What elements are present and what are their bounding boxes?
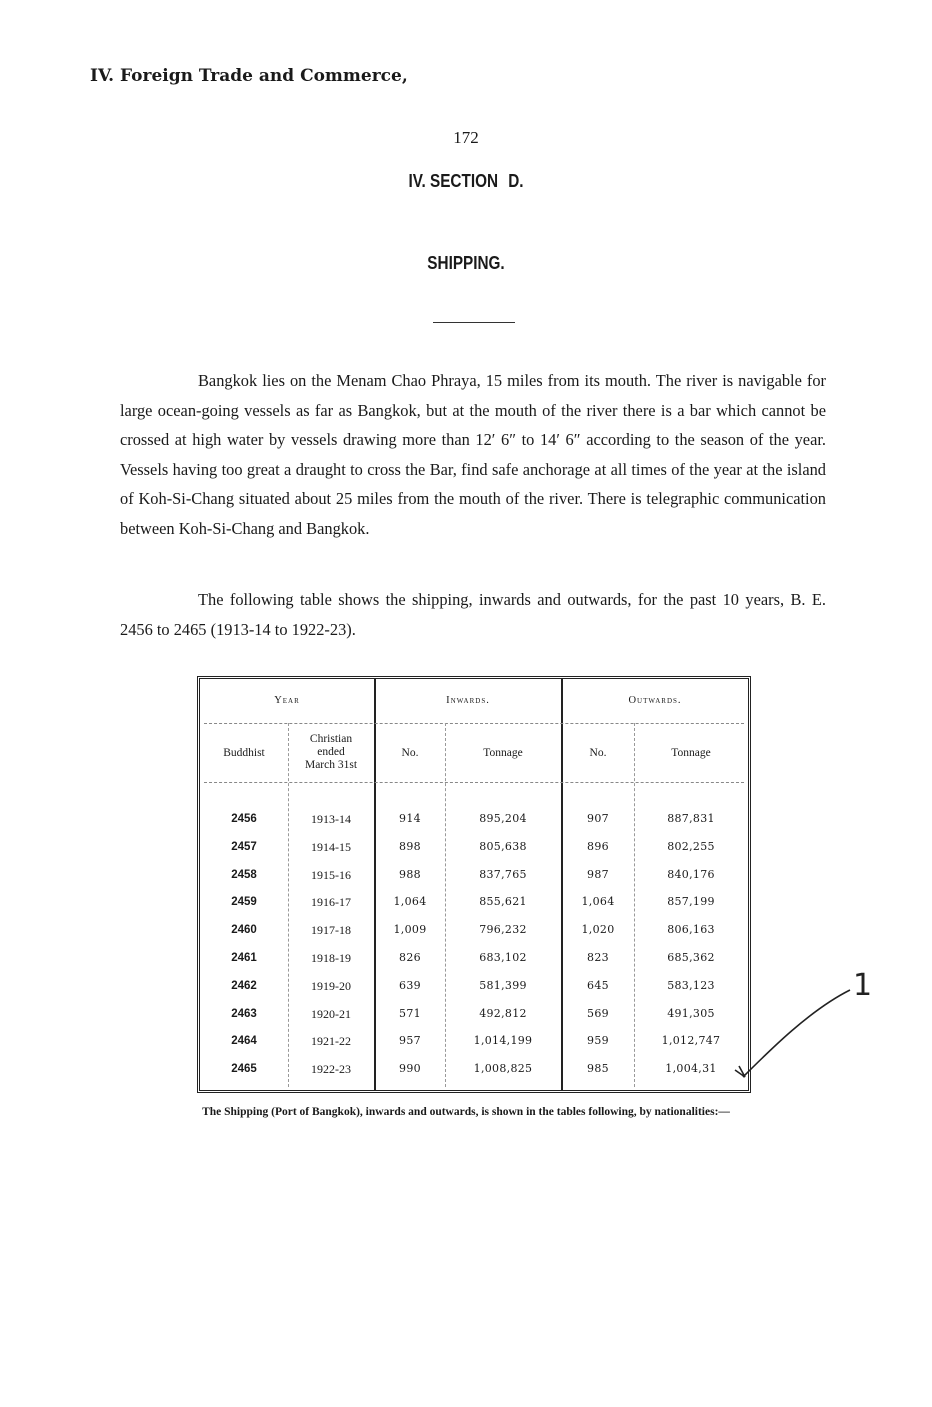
table-divider-inwards-outwards	[561, 679, 563, 1090]
cell-christian: 1913-14	[311, 812, 351, 826]
cell-in-no: 1,009	[393, 923, 427, 937]
cell-christian: 1914-15	[311, 839, 351, 854]
cell-in-tonnage: 492,812	[479, 1006, 527, 1020]
cell-in-no: 914	[399, 812, 421, 825]
annotation-mark: 1	[853, 968, 873, 1003]
cell-buddhist: 2458	[231, 868, 257, 881]
cell-out-no: 1,064	[581, 895, 615, 909]
cell-in-no: 826	[399, 951, 421, 964]
cell-out-tonnage: 802,255	[667, 839, 715, 853]
cell-out-tonnage: 1,004,31	[665, 1062, 717, 1076]
cell-christian: 1922-23	[311, 1062, 351, 1077]
cell-out-tonnage: 840,176	[667, 867, 715, 881]
running-head: IV. Foreign Trade and Commerce,	[90, 66, 408, 86]
cell-in-tonnage: 805,638	[479, 839, 527, 853]
footnote: The Shipping (Port of Bangkok), inwards and outwards, is shown in the tables following, by nationalities:—	[202, 1106, 730, 1118]
shipping-table	[197, 676, 751, 1093]
cell-in-no: 898	[399, 839, 421, 853]
header-christian-line3: March 31st	[304, 759, 358, 771]
cell-buddhist: 2463	[231, 1007, 257, 1020]
cell-out-no: 823	[587, 951, 609, 964]
header-buddhist: Buddhist	[223, 747, 265, 759]
cell-christian: 1921-22	[311, 1034, 351, 1049]
cell-buddhist: 2461	[231, 952, 257, 964]
header-outwards-no: No.	[589, 747, 607, 759]
cell-out-tonnage: 1,012,747	[661, 1034, 721, 1048]
cell-in-tonnage: 683,102	[479, 951, 527, 964]
annotation-arrowhead	[735, 1066, 745, 1077]
cell-in-no: 957	[399, 1034, 421, 1048]
cell-buddhist: 2465	[231, 1063, 257, 1076]
table-header-divider	[204, 723, 744, 724]
section-title-part2: D.	[508, 171, 524, 191]
header-inwards-tonnage: Tonnage	[483, 747, 523, 759]
cell-buddhist: 2459	[231, 896, 257, 909]
cell-buddhist: 2456	[231, 813, 257, 825]
title-rule	[433, 322, 515, 323]
cell-out-tonnage: 857,199	[667, 895, 715, 909]
cell-out-tonnage: 491,305	[667, 1006, 715, 1020]
cell-in-tonnage: 855,621	[479, 895, 527, 909]
cell-in-no: 639	[399, 978, 421, 992]
header-inwards: Inwards.	[446, 695, 490, 706]
cell-buddhist: 2457	[231, 840, 257, 853]
header-christian-line1: Christian	[309, 733, 353, 745]
cell-in-tonnage: 895,204	[479, 812, 527, 825]
header-christian-line2: ended	[317, 746, 345, 758]
cell-buddhist: 2464	[231, 1035, 257, 1048]
header-outwards: Outwards.	[628, 695, 682, 706]
handwritten-annotation	[715, 965, 873, 1085]
section-title-part1: IV. SECTION	[408, 171, 499, 191]
cell-in-no: 988	[399, 867, 421, 881]
cell-out-tonnage: 806,163	[667, 923, 715, 937]
subject-title: SHIPPING.	[427, 253, 505, 273]
cell-out-no: 959	[587, 1034, 609, 1048]
header-outwards-tonnage: Tonnage	[671, 747, 711, 759]
page-number: 172	[453, 128, 479, 147]
cell-in-tonnage: 1,014,199	[473, 1034, 533, 1048]
cell-in-tonnage: 796,232	[479, 923, 527, 937]
cell-in-tonnage: 581,399	[479, 978, 527, 992]
cell-in-tonnage: 1,008,825	[473, 1062, 533, 1076]
annotation-stroke	[743, 990, 850, 1077]
cell-out-no: 645	[587, 978, 609, 992]
cell-in-no: 571	[399, 1006, 421, 1020]
cell-christian: 1916-17	[311, 895, 351, 910]
cell-out-tonnage: 583,123	[667, 978, 715, 992]
paragraph-intro	[120, 366, 826, 544]
table-subheader-divider	[204, 782, 744, 783]
cell-out-no: 987	[587, 867, 609, 881]
header-year: Year	[274, 695, 300, 706]
cell-christian: 1915-16	[311, 867, 351, 882]
cell-christian: 1918-19	[311, 951, 351, 965]
cell-out-tonnage: 685,362	[667, 951, 715, 964]
cell-in-no: 1,064	[393, 895, 427, 909]
cell-out-no: 1,020	[581, 923, 615, 937]
cell-christian: 1920-21	[311, 1006, 351, 1021]
cell-in-tonnage: 837,765	[479, 867, 527, 881]
cell-out-no: 907	[587, 812, 609, 825]
paragraph-table-intro	[120, 585, 826, 644]
section-title	[70, 171, 862, 192]
paragraph-table-intro-text: The following table shows the shipping, inwards and outwards, for the past 10 years, B. E. 2456 to 2465 (1913-14 to 1922-23).	[120, 590, 826, 639]
cell-christian: 1919-20	[311, 978, 351, 993]
paragraph-intro-text: Bangkok lies on the Menam Chao Phraya, 15 miles from its mouth. The river is navigable for large ocean-going vessels as far as Bangkok, but at the mouth of the river there is a bar which cannot be crossed at high water by vessels drawing more than 12′ 6″ to 14′ 6″ according to the season of the year. Vessels having too great a draught to cross the Bar, find safe anchorage at all times of the year at the island of Koh-Si-Chang situated about 25 miles from the mouth of the river. There is telegraphic communication between Koh-Si-Chang and Bangkok.	[120, 371, 826, 538]
header-inwards-no: No.	[401, 747, 419, 759]
header-christian	[288, 733, 374, 772]
cell-buddhist: 2462	[231, 979, 257, 992]
cell-out-tonnage: 887,831	[667, 812, 715, 825]
table-divider-year-inwards	[374, 679, 376, 1090]
cell-in-no: 990	[399, 1062, 421, 1076]
cell-christian: 1917-18	[311, 923, 351, 938]
cell-out-no: 569	[587, 1006, 609, 1020]
cell-buddhist: 2460	[231, 924, 257, 937]
cell-out-no: 896	[587, 839, 609, 853]
cell-out-no: 985	[587, 1062, 609, 1076]
